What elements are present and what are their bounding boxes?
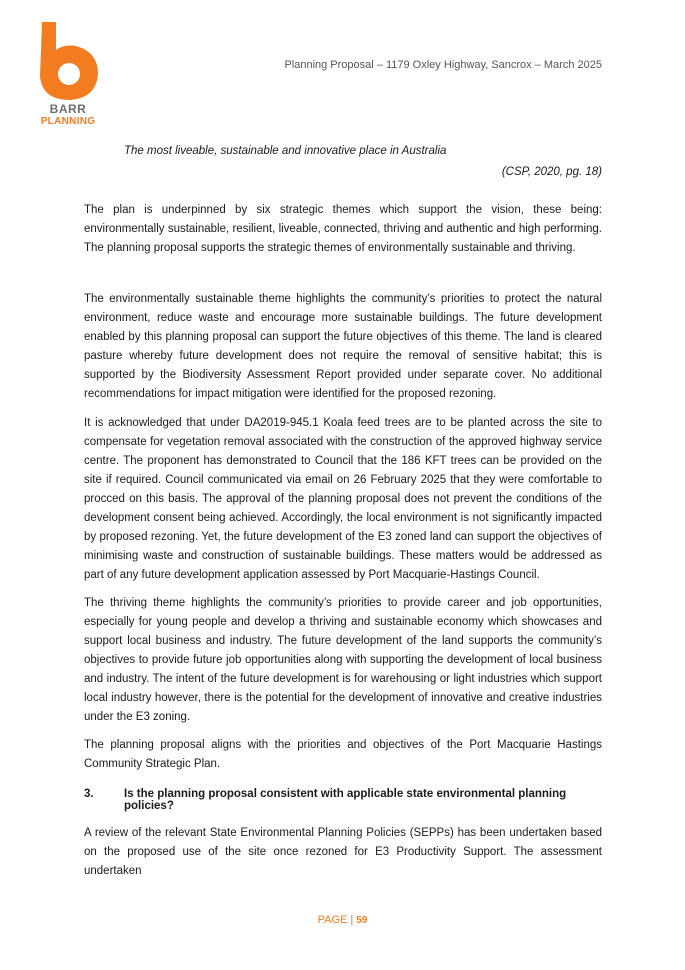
footer-page-label: PAGE: [317, 914, 348, 926]
barr-planning-logo: [36, 20, 100, 127]
paragraph-sepp-review: A review of the relevant State Environmental Planning Policies (SEPPs) has been undertaken based on the proposed use of the site once rezoned for E3 Productivity Support. The assessment undertaken: [84, 827, 602, 877]
paragraph-koala-feed-trees: It is acknowledged that under DA2019-945.1 Koala feed trees are to be planted across the site to compensate for vegetation removal associated with the construction of the approved highway service centre. The proponent has demonstrated to Council that the 186 KFT trees can be provided on the site if required. Council communicated via email on 26 February 2025 that they were comfortable to procced on this basis. The approval of the planning proposal does not prevent the conditions of the development consent being achieved. Accordingly, the local environment is not significantly impacted by proposed rezoning. Yet, the future development of the E3 zoned land can support the objectives of minimising waste and construction of sustainable buildings. These matters would be addressed as part of any future development application assessed by Port Macquarie-Hastings Council.: [84, 417, 602, 581]
paragraph-strategic-themes: The plan is underpinned by six strategic themes which support the vision, these being: environmentally sustainable, resilient, liveable, connected, thriving and authentic and high performing. The planning proposal supports the strategic themes of environmentally sustainable and thriving.: [84, 204, 602, 254]
logo-wordmark-planning: PLANNING: [40, 116, 96, 127]
logo-wordmark-barr: BARR: [49, 102, 87, 116]
page-footer: [0, 914, 685, 926]
footer-page-number: 59: [356, 915, 368, 926]
paragraph-thriving-theme: The thriving theme highlights the community’s priorities to provide career and job opportunities, especially for young people and develop a thriving and sustainable economy which showcases and support local business and industry. The future development of the land supports the community’s objectives to provide future job opportunities along with supporting the development of local business and industry. The intent of the future development is for warehousing or light industries which support local industry however, there is the potential for the development of innovative and creative industries under the E3 zoning.: [84, 597, 602, 723]
paragraph-alignment: The planning proposal aligns with the priorities and objectives of the Port Macquarie Hastings Community Strategic Plan.: [84, 739, 602, 770]
section-number: 3.: [84, 788, 94, 800]
quote-citation: (CSP, 2020, pg. 18): [501, 166, 602, 178]
section-title: Is the planning proposal consistent with applicable state environmental planning policies?: [124, 788, 567, 812]
document-header-title: Planning Proposal – 1179 Oxley Highway, Sancrox – March 2025: [284, 59, 602, 71]
vision-quote: The most liveable, sustainable and innovative place in Australia: [124, 145, 447, 157]
logo-b-mark-icon: [36, 20, 100, 102]
footer-separator: |: [350, 914, 354, 926]
paragraph-environmentally-sustainable: The environmentally sustainable theme highlights the community’s priorities to protect the natural environment, reduce waste and encourage more sustainable buildings. The future development enabled by this planning proposal can support the future objectives of this theme. The land is cleared pasture whereby future development does not require the removal of sensitive habitat; this is supported by the Biodiversity Assessment Report provided under separate cover. No additional recommendations for impact mitigation were identified for the proposed rezoning.: [84, 293, 602, 400]
